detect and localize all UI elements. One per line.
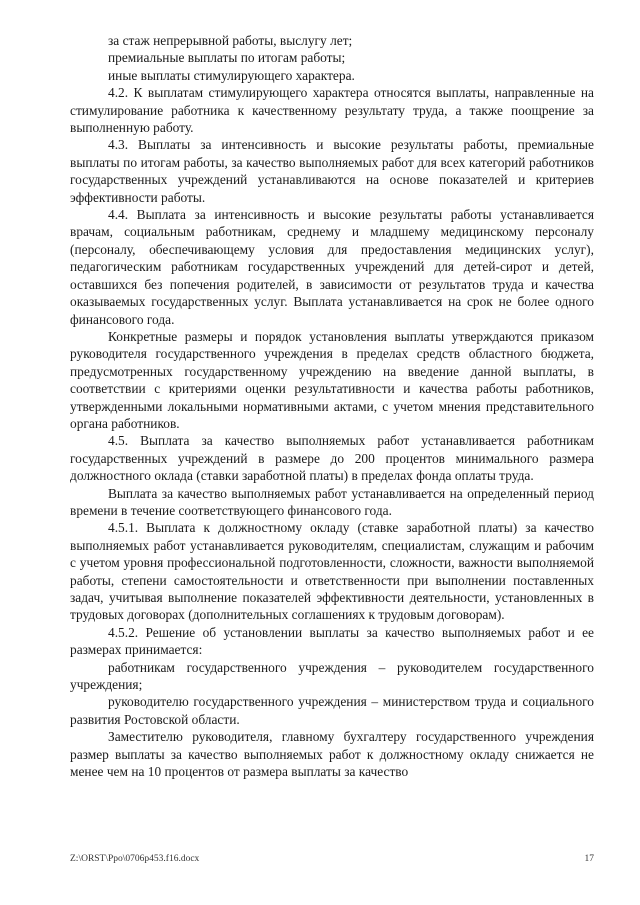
- paragraph-4-4: 4.4. Выплата за интенсивность и высокие результаты работы устанавливается врачам, социальным работникам, среднему и младшему медицинскому персоналу (персоналу, обеспечивающему условия для предоставления медицинских услуг), педагогическим работникам государственных учреждений для детей-сирот и детей, оставшихся без попечения родителей, в зависимости от результатов труда и качества оказываемых государственных услуг. Выплата устанавливается на срок не более одного финансового года.: [70, 207, 594, 327]
- document-body: [70, 32, 594, 780]
- file-path: Z:\ORST\Ppo\0706p453.f16.docx: [70, 854, 200, 864]
- paragraph-period: Выплата за качество выполняемых работ устанавливается на определенный период времени в течение соответствующего финансового года.: [70, 485, 594, 518]
- text-line: иные выплаты стимулирующего характера.: [108, 67, 355, 83]
- paragraph-employees: работникам государственного учреждения – руководителем государственного учреждения;: [70, 659, 594, 693]
- text-line: за стаж непрерывной работы, выслугу лет;: [108, 33, 353, 48]
- text-line: премиальные выплаты по итогам работы;: [108, 50, 346, 66]
- paragraph-sizes-order: Конкретные размеры и порядок установления выплаты утверждаются приказом руководителя государственного учреждения в пределах средств областного бюджета, предусмотренных государственному учреждению на введение данной выплаты, в соответствии с критериями оценки результативности и качества работы работников, утвержденными локальными нормативными актами, с учетом мнения представительного органа работников.: [70, 328, 594, 431]
- paragraph-deputy: Заместителю руководителя, главному бухгалтеру государственного учреждения размер выплаты за качество выполняемых работ к должностному окладу снижается не менее чем на 10 процентов от размера выплаты за качество: [70, 729, 594, 780]
- paragraph-4-3: 4.3. Выплаты за интенсивность и высокие результаты работы, премиальные выплаты по итогам работы, за качество выполняемых работ для всех категорий работников государственных учреждений устанавливаются на основе показателей и критериев эффективности работы.: [70, 137, 594, 205]
- page-number: 17: [584, 854, 594, 864]
- paragraph-4-5-1: 4.5.1. Выплата к должностному окладу (ставке заработной платы) за качество выполняемых работ устанавливается руководителям, специалистам, служащим и рабочим с учетом уровня профессиональной подготовленности, сложности, важности выполняемой работы, степени самостоятельности и ответственности при выполнении поставленных задач, учитывая выполнение показателей эффективности деятельности, установленных в трудовых договорах (дополнительных соглашениях к трудовым договорам).: [70, 520, 594, 623]
- paragraph-4-5: 4.5. Выплата за качество выполняемых работ устанавливается работникам государственных учреждений в размере до 200 процентов минимального размера должностного оклада (ставки заработной платы) в пределах фонда оплаты труда.: [70, 433, 594, 484]
- paragraph-4-2: 4.2. К выплатам стимулирующего характера относятся выплаты, направленные на стимулирование работника к качественному результату труда, а также поощрение за выполненную работу.: [70, 85, 594, 136]
- paragraph-4-5-2: 4.5.2. Решение об установлении выплаты за качество выполняемых работ и ее размерах принимается:: [70, 624, 594, 658]
- paragraph-head: руководителю государственного учреждения – министерством труда и социального развития Ростовской области.: [70, 694, 594, 727]
